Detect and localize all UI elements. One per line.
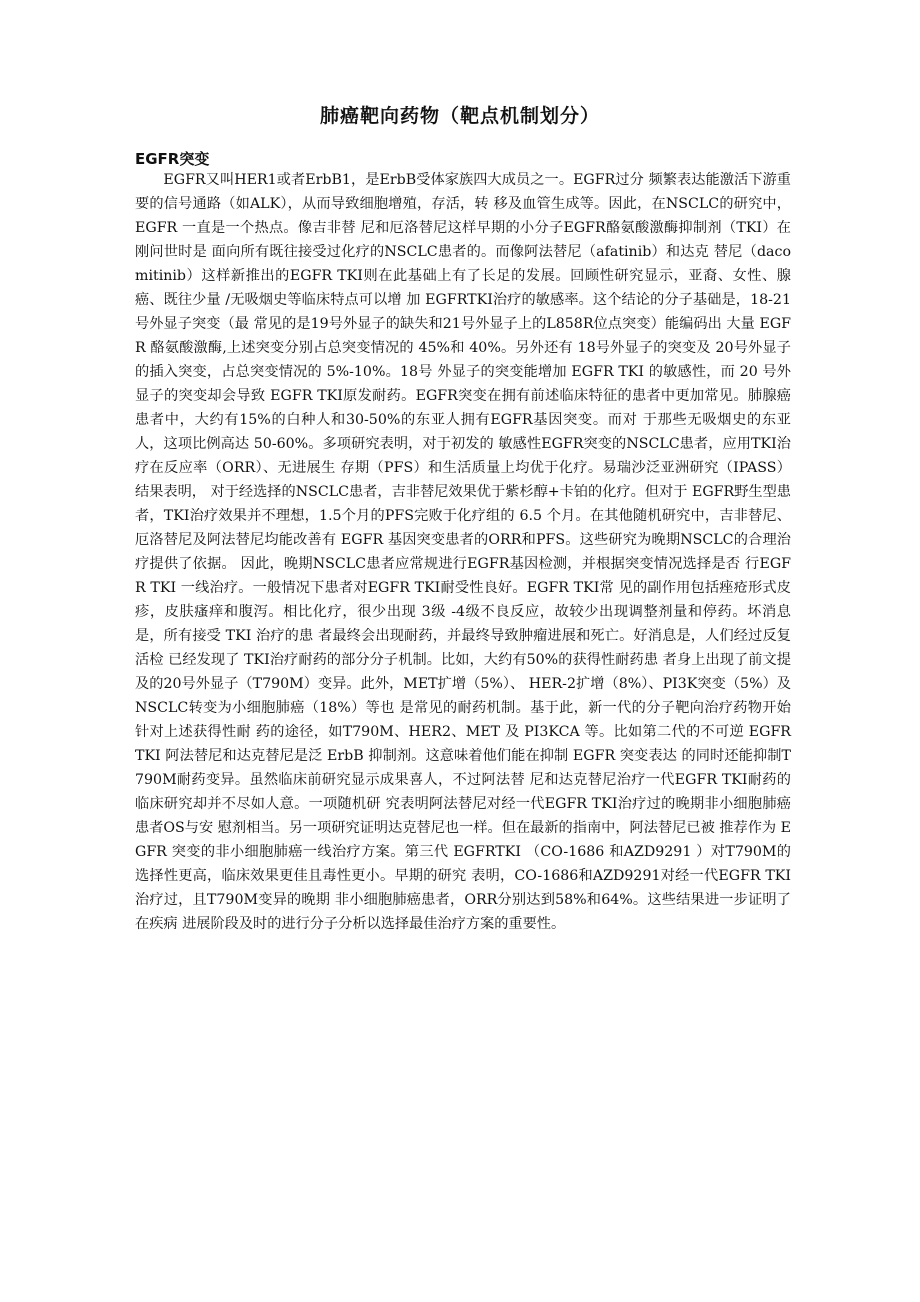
document-title: 肺癌靶向药物（靶点机制划分） [319, 105, 600, 127]
section-heading: EGFR突变 [135, 150, 210, 168]
body-paragraph: EGFR又叫HER1或者ErbB1，是ErbB受体家族四大成员之一。EGFR过分 频繁表达能激活下游重要的信号通路（如ALK），从而导致细胞增殖，存活，转 移及血管生成等。因此，在NSCLC的研究中，EGFR 一直是一个热点。像吉非替 尼和厄洛替尼这样早期的小分子EGFR酪氨酸激酶抑制剂（TKI）在刚问世时是 面向所有既往接受过化疗的NSCLC患者的。而像阿法替尼（afatinib）和达克 替尼（dacomitinib）这样新推出的EGFR TKI则在此基础上有了长足的发展。回顾性研究显示，亚裔、女性、腺癌、既往少量 /无吸烟史等临床特点可以增 加 EGFRTKI治疗的敏感率。这个结论的分子基础是，18-21 号外显子突变（最 常见的是19号外显子的缺失和21号外显子上的L858R位点突变）能编码出 大量 EGFR 酪氨酸激酶,上述突变分别占总突变情况的 45%和 40%。另外还有 18号外显子的突变及 20号外显子的插入突变，占总突变情况的 5%-10%。18号 外显子的突变能增加 EGFR TKI 的敏感性，而 20 号外显子的突变却会导致 EGFR TKI原发耐药。EGFR突变在拥有前述临床特征的患者中更加常见。肺腺癌 患者中，大约有15%的白种人和30-50%的东亚人拥有EGFR基因突变。而对 于那些无吸烟史的东亚人，这项比例高达 50-60%。多项研究表明，对于初发的 敏感性EGFR突变的NSCLC患者，应用TKI治疗在反应率（ORR）、无进展生 存期（PFS）和生活质量上均优于化疗。易瑞沙泛亚洲研究（IPASS）结果表明， 对于经选择的NSCLC患者，吉非替尼效果优于紫杉醇+卡铂的化疗。但对于 EGFR野生型患者，TKI治疗效果并不理想，1.5个月的PFS完败于化疗组的 6.5 个月。在其他随机研究中，吉非替尼、厄洛替尼及阿法替尼均能改善有 EGFR 基因突变患者的ORR和PFS。这些研究为晚期NSCLC的合理治疗提供了依据。 因此，晚期NSCLC患者应常规进行EGFR基因检测，并根据突变情况选择是否 行EGFR TKI 一线治疗。一般情况下患者对EGFR TKI耐受性良好。EGFR TKI常 见的副作用包括痤疮形式皮疹，皮肤瘙痒和腹泻。相比化疗，很少出现 3级 -4级不良反应，故较少出现调整剂量和停药。坏消息是，所有接受 TKI 治疗的患 者最终会出现耐药，并最终导致肿瘤进展和死亡。好消息是，人们经过反复活检 已经发现了 TKI治疗耐药的部分分子机制。比如，大约有50%的获得性耐药患 者身上出现了前文提及的20号外显子（T790M）变异。此外，MET扩增（5%）、 HER-2扩增（8%）、PI3K突变（5%）及NSCLC转变为小细胞肺癌（18%）等也 是常见的耐药机制。基于此，新一代的分子靶向治疗药物开始针对上述获得性耐 药的途径，如T790M、HER2、MET 及 PI3KCA 等。比如第二代的不可逆 EGFR TKI 阿法替尼和达克替尼是泛 ErbB 抑制剂。这意味着他们能在抑制 EGFR 突变表达 的同时还能抑制T790M耐药变异。虽然临床前研究显示成果喜人，不过阿法替 尼和达克替尼治疗一代EGFR TKI耐药的临床研究却并不尽如人意。一项随机研 究表明阿法替尼对经一代EGFR TKI治疗过的晚期非小细胞肺癌患者OS与安 慰剂相当。另一项研究证明达克替尼也一样。但在最新的指南中，阿法替尼已被 推荐作为 EGFR 突变的非小细胞肺癌一线治疗方案。第三代 EGFRTKI （CO-1686 和AZD9291 ）对T790M的选择性更高，临床效果更佳且毒性更小。早期的研究 表明，CO-1686和AZD9291对经一代EGFR TKI治疗过，且T790M变异的晚期 非小细胞肺癌患者，ORR分别达到58%和64%。这些结果进一步证明了在疾病 进展阶段及时的进行分子分析以选择最佳治疗方案的重要性。 [135, 172, 791, 932]
